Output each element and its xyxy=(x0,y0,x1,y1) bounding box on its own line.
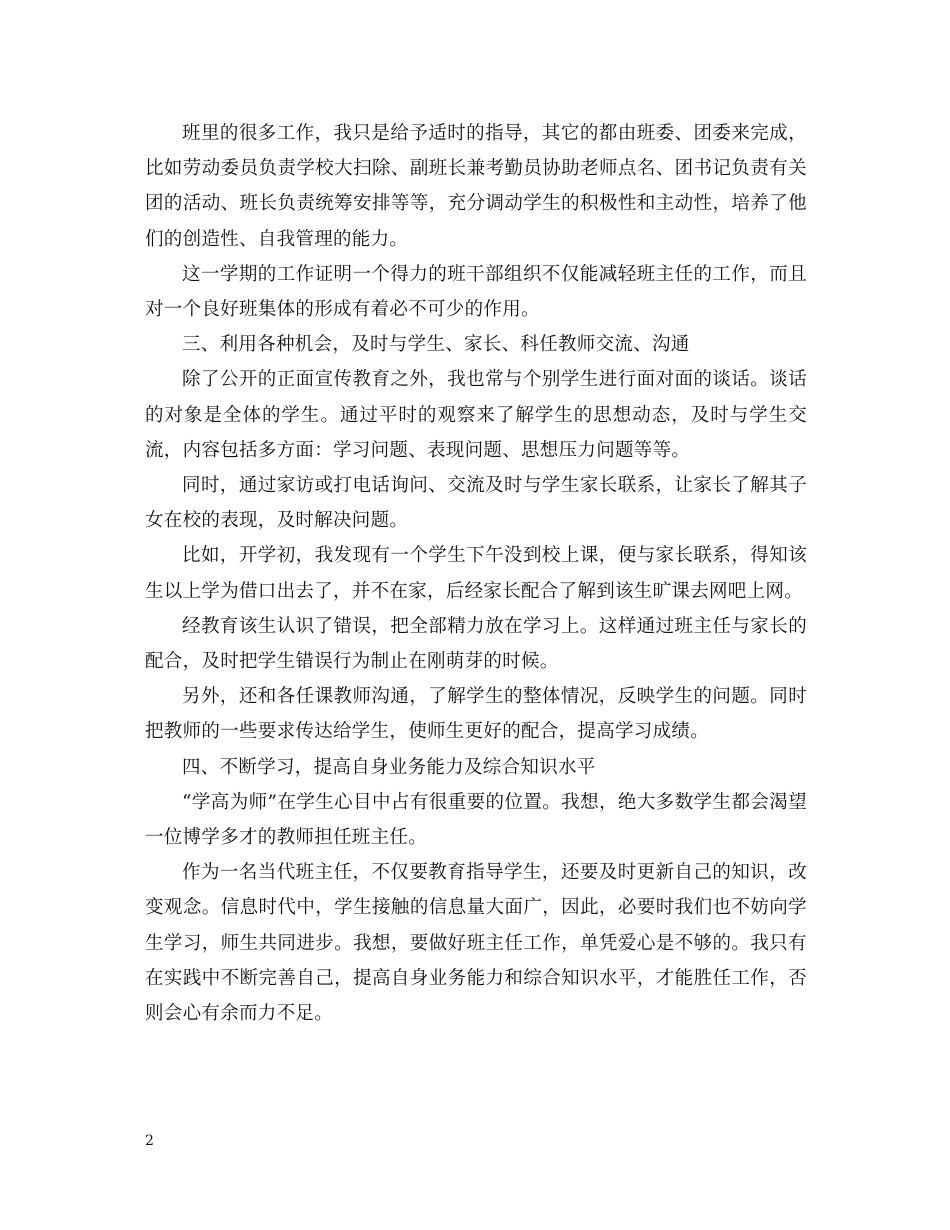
section-heading-continuous-learning: 四、不断学习，提高自身业务能力及综合知识水平 xyxy=(182,756,596,778)
paragraph-learned-teacher: “学高为师”在学生心目中占有很重要的位置。我想，绝大多数学生都会渴望一位博学多才的教师担任班主任。 xyxy=(145,791,807,849)
section-heading-communication: 三、利用各种机会，及时与学生、家长、科任教师交流、沟通 xyxy=(182,334,690,356)
paragraph-truancy-example: 比如，开学初，我发现有一个学生下午没到校上课，便与家长联系，得知该生以上学为借口出去了，并不在家，后经家长配合了解到该生旷课去网吧上网。 xyxy=(145,545,807,602)
document-body xyxy=(145,116,807,1031)
paragraph-parent-contact: 同时，通过家访或打电话询问、交流及时与学生家长联系，让家长了解其子女在校的表现，及时解决问题。 xyxy=(145,475,807,532)
paragraph-education-result: 经教育该生认识了错误，把全部精力放在学习上。这样通过班主任与家长的配合，及时把学生错误行为制止在刚萌芽的时候。 xyxy=(145,615,807,673)
paragraph-class-cadres-role: 这一学期的工作证明一个得力的班干部组织不仅能减轻班主任的工作，而且对一个良好班集体的形成有着必不可少的作用。 xyxy=(145,263,807,321)
paragraph-class-committee-work: 班里的很多工作，我只是给予适时的指导，其它的都由班委、团委来完成，比如劳动委员负责学校大扫除、副班长兼考勤员协助老师点名、团书记负责有关团的活动、班长负责统筹安排等等，充分调动学生的积极性和主动性，培养了他们的创造性、自我管理的能力。 xyxy=(145,123,807,250)
paragraph-student-talks: 除了公开的正面宣传教育之外，我也常与个别学生进行面对面的谈话。谈话的对象是全体的学生。通过平时的观察来了解学生的思想动态，及时与学生交流，内容包括多方面：学习问题、表现问题、思想压力问题等等。 xyxy=(145,369,807,461)
page-number: 2 xyxy=(145,1133,154,1149)
paragraph-self-improvement: 作为一名当代班主任，不仅要教育指导学生，还要及时更新自己的知识，改变观念。信息时代中，学生接触的信息量大面广，因此，必要时我们也不妨向学生学习，师生共同进步。我想，要做好班主任工作，单凭爱心是不够的。我只有在实践中不断完善自己，提高自身业务能力和综合知识水平，才能胜任工作，否则会心有余而力不足。 xyxy=(145,862,807,1025)
paragraph-teacher-communication: 另外，还和各任课教师沟通，了解学生的整体情况，反映学生的问题。同时把教师的一些要求传达给学生，使师生更好的配合，提高学习成绩。 xyxy=(145,686,807,743)
